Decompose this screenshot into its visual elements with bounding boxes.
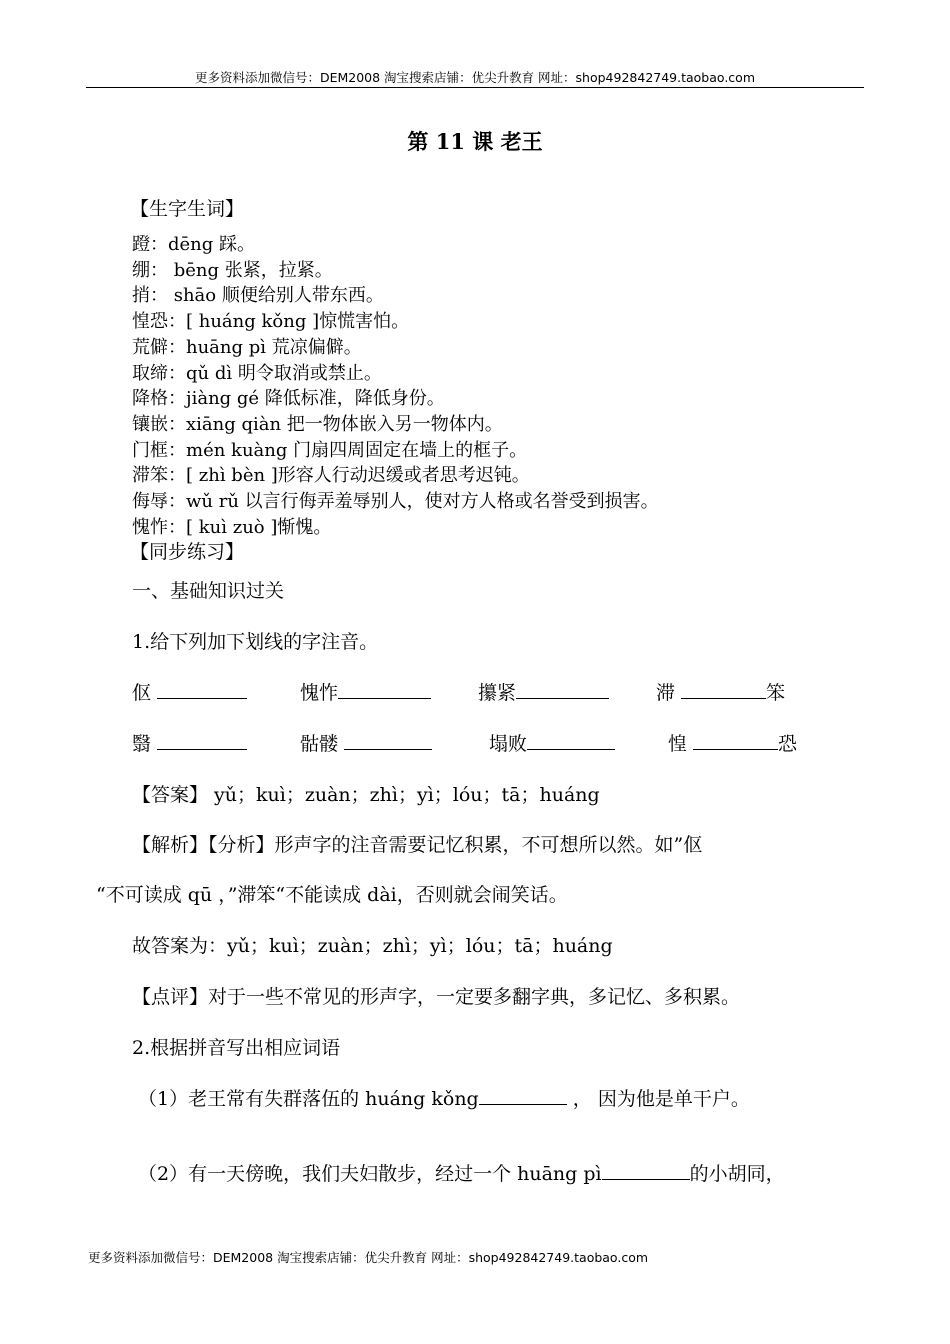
answer-blank[interactable] — [527, 730, 615, 750]
practice-heading: 【同步练习】 — [130, 541, 245, 563]
vocab-item: 滞笨：[ zhì bèn ]形容人行动迟缓或者思考迟钝。 — [132, 465, 530, 487]
lesson-title: 第 11 课 老王 — [407, 129, 543, 154]
item-suffix: 笨 — [766, 682, 786, 704]
item-word: 翳 — [132, 733, 158, 755]
vocab-item: 降格：jiàng gé 降低标准，降低身份。 — [132, 388, 445, 410]
answer-blank[interactable] — [338, 679, 431, 699]
answer-blank[interactable] — [157, 730, 247, 750]
pinyin-item — [300, 678, 431, 705]
vocab-heading: 【生字生词】 — [130, 198, 245, 220]
answer-line: 【答案】 yǔ；kuì；zuàn；zhì；yì；lóu；tā；huáng — [132, 784, 600, 806]
pinyin-item — [132, 729, 247, 756]
answer-blank[interactable] — [344, 730, 432, 750]
vocab-item: 门框：mén kuàng 门扇四周固定在墙上的框子。 — [132, 439, 528, 461]
answer-blank[interactable] — [681, 679, 766, 699]
vocab-item: 惶恐：[ huáng kǒng ]惊慌害怕。 — [132, 311, 410, 333]
answer-blank[interactable] — [693, 730, 778, 750]
item-word: 滞 — [656, 682, 682, 704]
item-suffix: 恐 — [778, 733, 798, 755]
sentence-text: （2）有一天傍晚，我们夫妇散步，经过一个 huāng pì — [138, 1163, 602, 1185]
sentence-text: （1）老王常有失群落伍的 huáng kǒng — [138, 1088, 479, 1110]
answer-blank[interactable] — [602, 1160, 690, 1180]
analysis-line: 【解析】【分析】形声字的注音需要记忆积累，不可想所以然。如”伛 — [132, 834, 703, 856]
vocab-item: 侮辱：wǔ rǔ 以言行侮弄羞辱别人，使对方人格或名誉受到损害。 — [132, 491, 659, 513]
comment-line: 【点评】对于一些不常见的形声字，一定要多翻字典，多记忆、多积累。 — [132, 986, 741, 1008]
vocab-item: 荒僻：huāng pì 荒凉偏僻。 — [132, 336, 362, 358]
item-word: 惶 — [668, 733, 694, 755]
sentence-text: 的小胡同， — [689, 1163, 785, 1185]
vocab-list — [132, 232, 659, 540]
conclusion-line: 故答案为：yǔ；kuì；zuàn；zhì；yì；lóu；tā；huáng — [132, 935, 613, 957]
question-2-prompt: 2.根据拼音写出相应词语 — [132, 1037, 341, 1059]
vocab-item: 取缔：qǔ dì 明令取消或禁止。 — [132, 362, 382, 384]
vocab-item: 绷： bēng 张紧，拉紧。 — [132, 259, 333, 281]
pinyin-item — [656, 678, 785, 705]
item-word: 攥紧 — [478, 682, 517, 704]
pinyin-item — [300, 729, 432, 756]
vocab-item: 蹬：dēng 踩。 — [132, 234, 256, 255]
pinyin-item — [668, 729, 797, 756]
question-1-prompt: 1.给下列加下划线的字注音。 — [132, 631, 379, 653]
part-one-heading: 一、基础知识过关 — [132, 580, 285, 602]
vocab-item: 镶嵌：xiāng qiàn 把一物体嵌入另一物体内。 — [132, 413, 503, 435]
pinyin-item — [478, 678, 609, 705]
sentence-text: ， 因为他是单干户。 — [566, 1088, 750, 1110]
answer-blank[interactable] — [479, 1085, 567, 1105]
page-header: 更多资料添加微信号：DEM2008 淘宝搜索店铺：优尖升教育 网址：shop492842749.taobao.com — [194, 70, 756, 85]
answer-blank[interactable] — [157, 679, 247, 699]
vocab-item: 捎： shāo 顺便给别人带东西。 — [132, 285, 384, 307]
header-divider — [86, 87, 864, 88]
pinyin-item — [489, 729, 615, 756]
item-word: 伛 — [132, 682, 158, 704]
pinyin-item — [132, 678, 247, 705]
question-2-sentence-1 — [138, 1084, 750, 1111]
answer-blank[interactable] — [516, 679, 609, 699]
vocab-item: 愧怍：[ kuì zuò ]惭愧。 — [132, 516, 332, 538]
item-word: 骷髅 — [300, 733, 345, 755]
item-word: 愧怍 — [300, 682, 339, 704]
analysis-line-continued: “不可读成 qū ，”滞笨“不能读成 dài，否则就会闹笑话。 — [96, 884, 568, 906]
question-2-sentence-2 — [138, 1159, 785, 1186]
page-footer: 更多资料添加微信号：DEM2008 淘宝搜索店铺：优尖升教育 网址：shop492842749.taobao.com — [88, 1250, 649, 1265]
item-word: 塌败 — [489, 733, 528, 755]
